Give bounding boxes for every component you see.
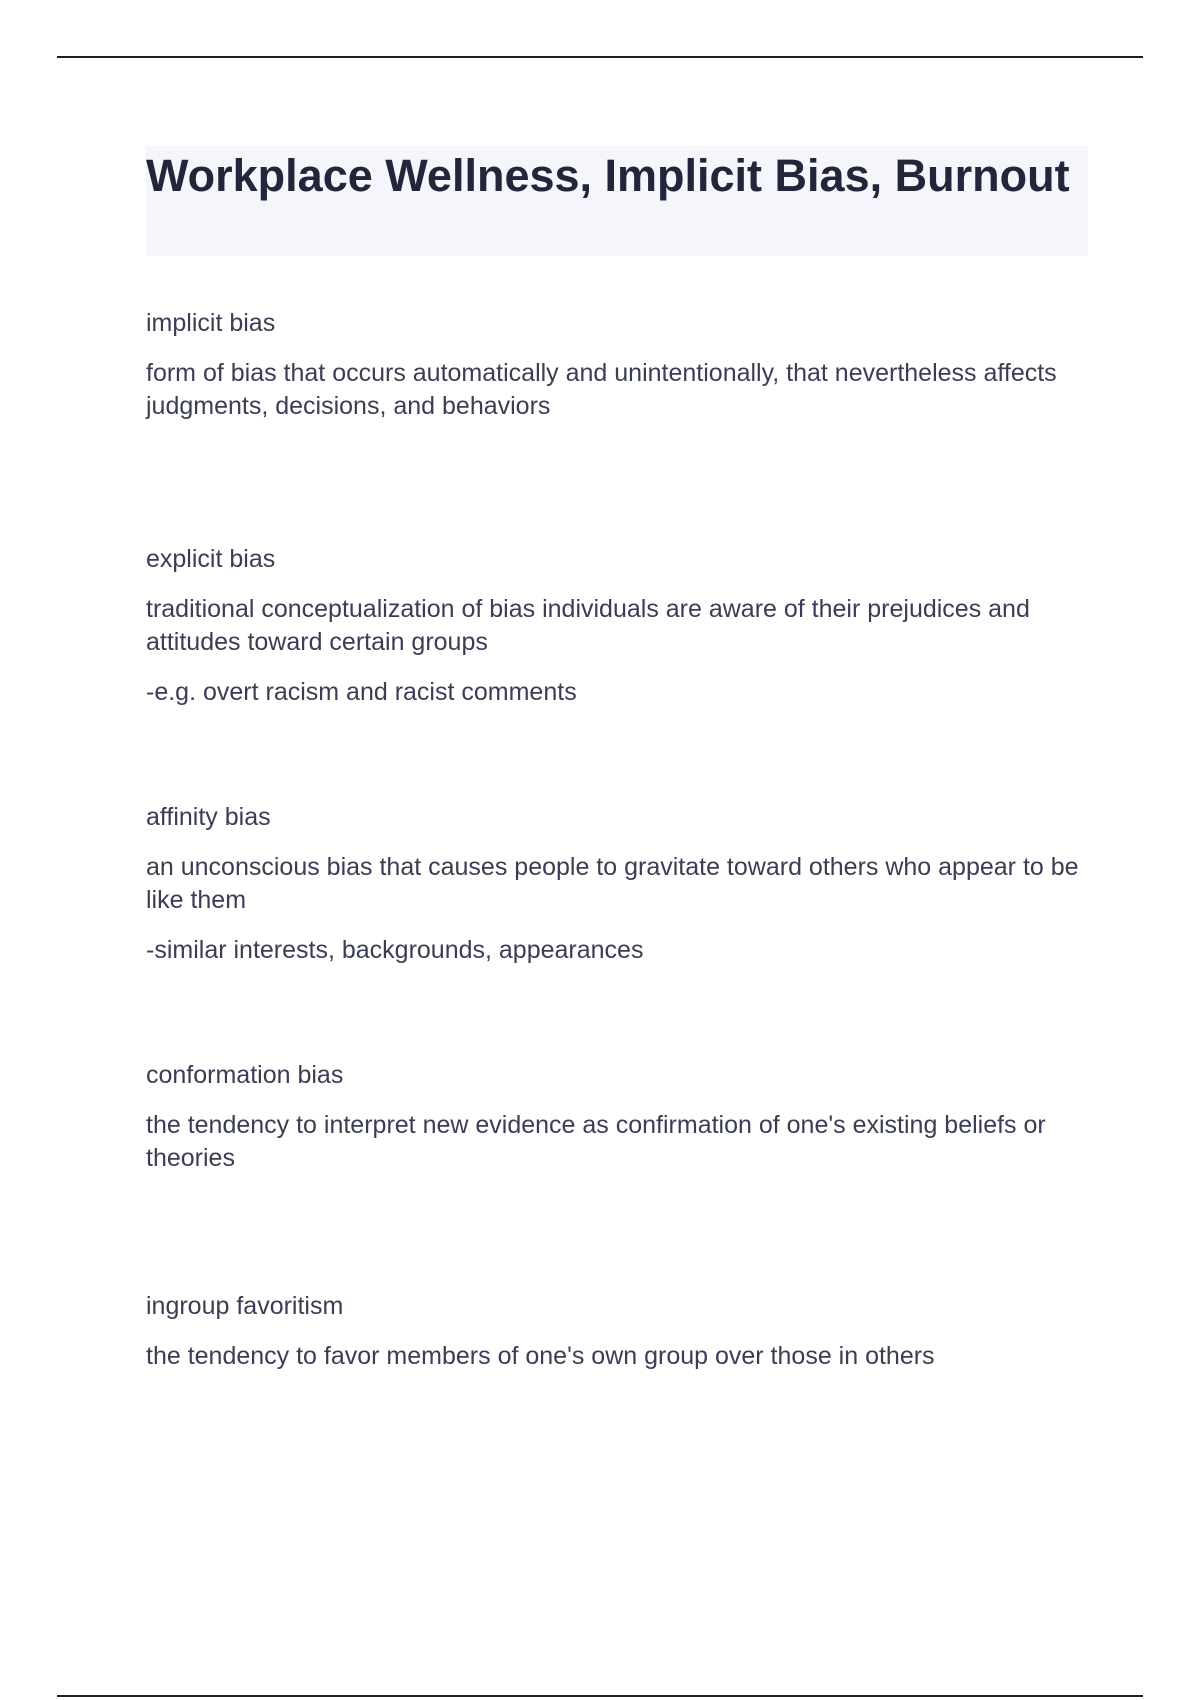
- top-rule: [57, 56, 1143, 58]
- card-definition-extra: -e.g. overt racism and racist comments: [146, 678, 577, 706]
- card-term: conformation bias: [146, 1061, 344, 1089]
- document-content: [146, 146, 1088, 1390]
- card-definition: traditional conceptualization of bias individuals are aware of their prejudices and attitudes toward certain groups: [146, 595, 1030, 656]
- card-definition: an unconscious bias that causes people to gravitate toward others who appear to be like them: [146, 853, 1079, 914]
- flashcard: [146, 544, 1088, 709]
- flashcard: [146, 802, 1088, 967]
- flashcard: [146, 1060, 1088, 1175]
- flashcard: [146, 308, 1088, 423]
- card-definition-extra: -similar interests, backgrounds, appearances: [146, 936, 644, 964]
- card-term: ingroup favoritism: [146, 1292, 344, 1320]
- flashcard-list: [146, 308, 1088, 1373]
- flashcard: [146, 1291, 1088, 1373]
- card-definition: the tendency to interpret new evidence as confirmation of one's existing beliefs or theories: [146, 1111, 1046, 1172]
- card-term: affinity bias: [146, 803, 271, 831]
- page-title: Workplace Wellness, Implicit Bias, Burnout: [146, 150, 1070, 201]
- bottom-rule: [57, 1695, 1143, 1697]
- card-definition: the tendency to favor members of one's own group over those in others: [146, 1342, 935, 1370]
- title-banner: [146, 146, 1088, 256]
- card-definition: form of bias that occurs automatically and unintentionally, that nevertheless affects judgments, decisions, and behaviors: [146, 359, 1057, 420]
- card-term: explicit bias: [146, 545, 276, 573]
- card-term: implicit bias: [146, 309, 276, 337]
